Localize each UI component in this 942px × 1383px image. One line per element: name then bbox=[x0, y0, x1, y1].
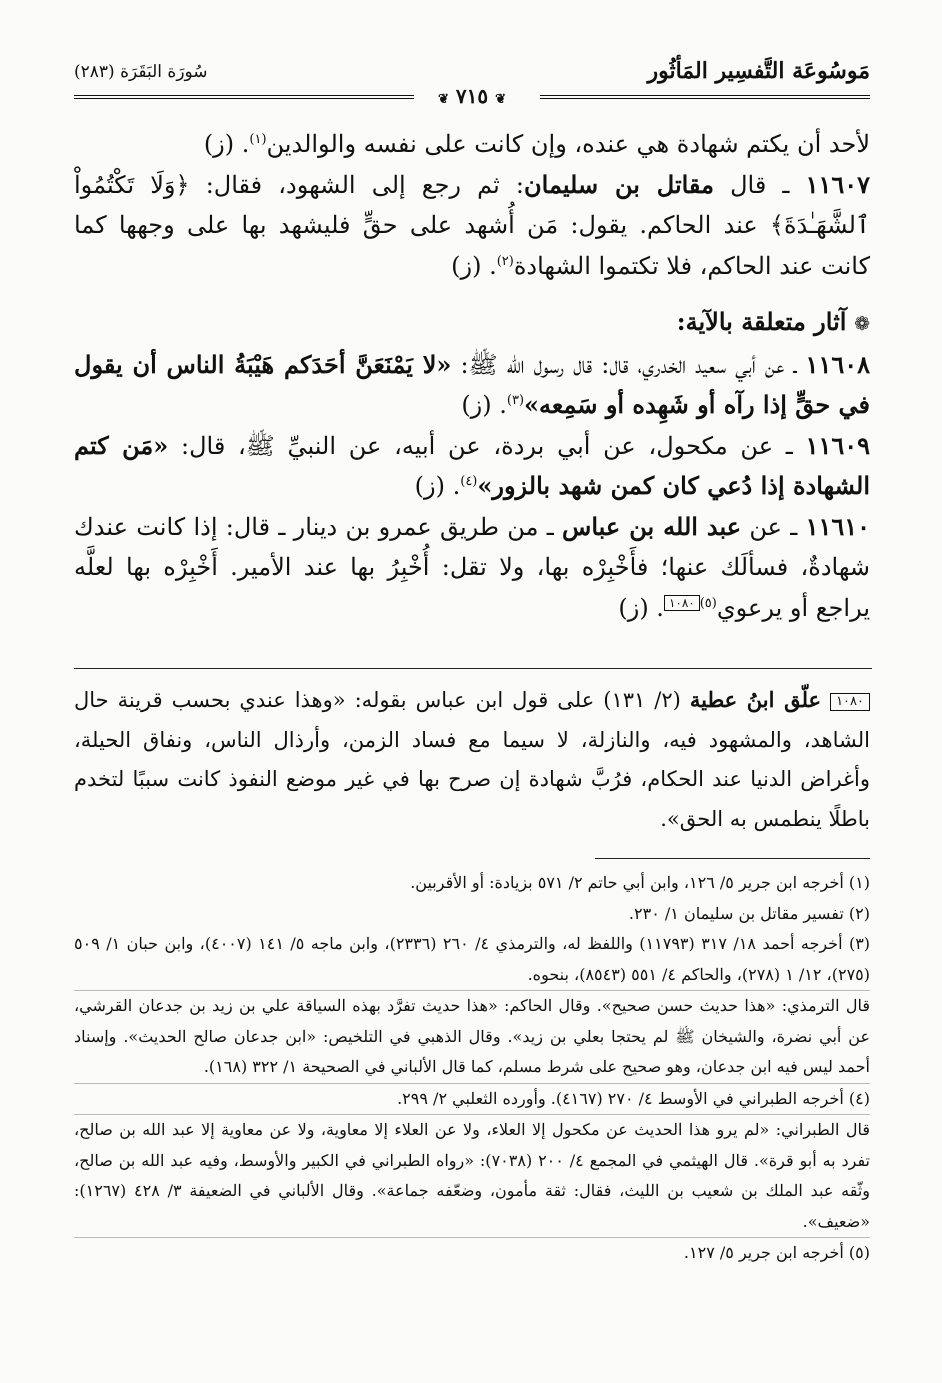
footnote-marker: (٤) bbox=[460, 474, 478, 489]
footnotes-separator bbox=[595, 858, 870, 859]
source-tag: . (ز) bbox=[618, 593, 664, 622]
source-tag: . (ز) bbox=[414, 472, 461, 500]
source-tag: . (ز) bbox=[203, 130, 250, 158]
footnote-marker: (٢) bbox=[496, 253, 514, 269]
ornament-icon: ❦ bbox=[438, 92, 449, 107]
section-heading bbox=[74, 302, 870, 345]
footnote-marker: (٥) bbox=[699, 595, 717, 611]
commentator-name: علّق ابنُ عطية bbox=[689, 687, 822, 712]
section-title: آثار متعلقة بالآية: bbox=[676, 307, 847, 336]
flower-icon: ❁ bbox=[854, 313, 870, 335]
footnote-marker: (٣) bbox=[506, 393, 525, 408]
commentary-block bbox=[74, 680, 870, 839]
footnote-1: (١) أخرجه ابن جرير ٥/ ١٢٦، وابن أبي حاتم ٢/ ٥٧١ بزيادة: أو الأقربين. bbox=[410, 873, 870, 892]
commentary-number-box: ١٠٨٠ bbox=[830, 693, 870, 711]
commentary-reference: (٢/ ١٣١) bbox=[594, 688, 690, 712]
source-tag: . (ز) bbox=[461, 391, 507, 419]
narration-prefix: ـ عن bbox=[741, 512, 806, 541]
narration-number: ١١٦٠٧ bbox=[805, 169, 871, 199]
narrator-name: عبد الله بن عباس bbox=[562, 511, 742, 541]
narration-number: ١١٦٠٩ bbox=[805, 430, 871, 460]
footnote-4-comment: قال الطبراني: «لم يرو هذا الحديث عن مكحول إلا العلاء، ولا عن العلاء إلا معاوية، ولا عن معاوية إلا عبد الله بن صالح، تفرد به أبو قرة». قال الهيثمي في المجمع ٤/ ٢٠٠ (٧٠٣٨): «رواه الطبراني في الكبير والأوسط، وفيه عبد الله بن صالح، وثّقه عبد الملك بن شعيب بن الليث، فقال: ثقة مأمون، وضعّفه جماعة». وقال الألباني في الضعيفة ٣/ ٤٢٨ (١٢٦٧): «ضعيف». bbox=[74, 1114, 870, 1237]
paragraph-text: لأحد أن يكتم شهادة هي عنده، وإن كانت على نفسه والوالدين bbox=[266, 130, 870, 158]
footnote-4: (٤) أخرجه الطبراني في الأوسط ٤/ ٢٧٠ (٤١٦٧). وأورده الثعلبي ٢/ ٢٩٩. bbox=[74, 1083, 870, 1115]
page-header bbox=[74, 58, 870, 108]
book-title: مَوسُوعَة التَّفسِير المَأثُور bbox=[647, 58, 870, 84]
narration-11608 bbox=[74, 345, 870, 426]
page-number: ٧١٥ bbox=[455, 84, 489, 108]
footnote-2: (٢) تفسير مقاتل بن سليمان ١/ ٢٣٠. bbox=[628, 903, 870, 923]
narration-11607 bbox=[74, 165, 870, 287]
narration-number: ١١٦٠٨ bbox=[805, 349, 870, 379]
narrator-name: مقاتل بن سليمان bbox=[524, 169, 714, 199]
surah-label: سُورَة البَقَرَة (٢٨٣) bbox=[74, 62, 208, 82]
hadith-quote: «مَن كتم الشهادة إذا دُعي كان كمن شهد بالزور» bbox=[74, 430, 870, 500]
narration-text: ـ من طريق عمرو بن دينار ـ قال: إذا كانت عندك شهادةٌ، فسألَك عنها؛ فأَخْبِرْه بها، ولا تقل: أُخْبِرُ بها عند الأمير. أَخْبِرْه بها لعلَّه يراجع أو يرعوي bbox=[74, 512, 870, 622]
commentary-paragraph bbox=[74, 680, 870, 839]
footnote-marker: (١) bbox=[249, 132, 267, 147]
narration-text: : ثم رجع إلى الشهود، فقال: ﴿وَلَا تَكْتُمُواْ ٱلشَّهَـٰدَةَ﴾ عند الحاكم. يقول: مَن أُشهد على حقٍّ فليشهد بها على وجهها كما كانت عند الحاكم، فلا تكتموا الشهادة bbox=[74, 170, 870, 280]
footnote-5: (٥) أخرجه ابن جرير ٥/ ١٢٧. bbox=[74, 1237, 870, 1269]
commentary-text: على قول ابن عباس بقوله: «وهذا عندي بحسب قرينة حال الشاهد، والمشهود فيه، والنازلة، لا سيما مع فساد الزمن، وأرذال الناس، ونفاق الحيلة، وأغراض الدنيا عند الحكام، فرُبَّ شهادة إن صرح بها في غير موضع النفوذ كانت سببًا لتخدم باطلًا ينطمس به الحق». bbox=[74, 688, 870, 831]
narration-prefix: ـ قال bbox=[713, 170, 806, 199]
footnote-3-comment: قال الترمذي: «هذا حديث حسن صحيح». وقال الحاكم: «هذا حديث تفرَّد بهذه السياقة علي بن زيد بن جدعان القرشي، عن أبي نضرة، والشيخان ﷺ لم يحتجا بعلي بن زيد». وقال الذهبي في التلخيص: «ابن جدعان صالح الحديث». وإسناد أحمد ليس فيه ابن جدعان، وهو صحيح على شرط مسلم، كما قال الألباني في الصحيحة ١/ ٣٢٢ (١٦٨). bbox=[74, 990, 870, 1083]
source-tag: . (ز) bbox=[451, 251, 497, 280]
narration-prefix: ـ عن أبي سعيد الخدري، قال: قال رسول الله ﷺ: bbox=[451, 350, 806, 379]
hadith-quote: «لا يَمْنَعَنَّ أحَدَكم هَيْبَةُ الناس أن يقول في حقٍّ إذا رآه أو شَهِده أو سَمِعه» bbox=[74, 349, 870, 419]
narration-prefix: ـ عن مكحول، عن أبي بردة، عن أبيه، عن النبيِّ ﷺ، قال: bbox=[168, 431, 806, 460]
commentary-separator bbox=[74, 668, 872, 669]
footnotes bbox=[74, 868, 870, 1269]
main-text bbox=[74, 124, 870, 628]
footnote-3: (٣) أخرجه أحمد ١٨/ ٣١٧ (١١٧٩٣) واللفظ له، والترمذي ٤/ ٢٦٠ (٢٣٣٦)، وابن ماجه ٥/ ١٤١ (٤٠٠٧)، وابن حبان ١/ ٥٠٩ (٢٧٥)، ١٢/ ١ (٢٧٨)، والحاكم ٤/ ٥٥١ (٨٥٤٣)، بنحوه. bbox=[74, 934, 871, 984]
narration-number: ١١٦١٠ bbox=[805, 511, 871, 541]
paragraph-continuation bbox=[74, 124, 870, 165]
narration-11609 bbox=[74, 426, 870, 507]
narration-11610 bbox=[74, 507, 870, 629]
commentary-ref-box[interactable]: ١٠٨٠ bbox=[664, 595, 700, 611]
page-number-block bbox=[74, 84, 870, 108]
ornament-icon: ❦ bbox=[495, 92, 506, 107]
